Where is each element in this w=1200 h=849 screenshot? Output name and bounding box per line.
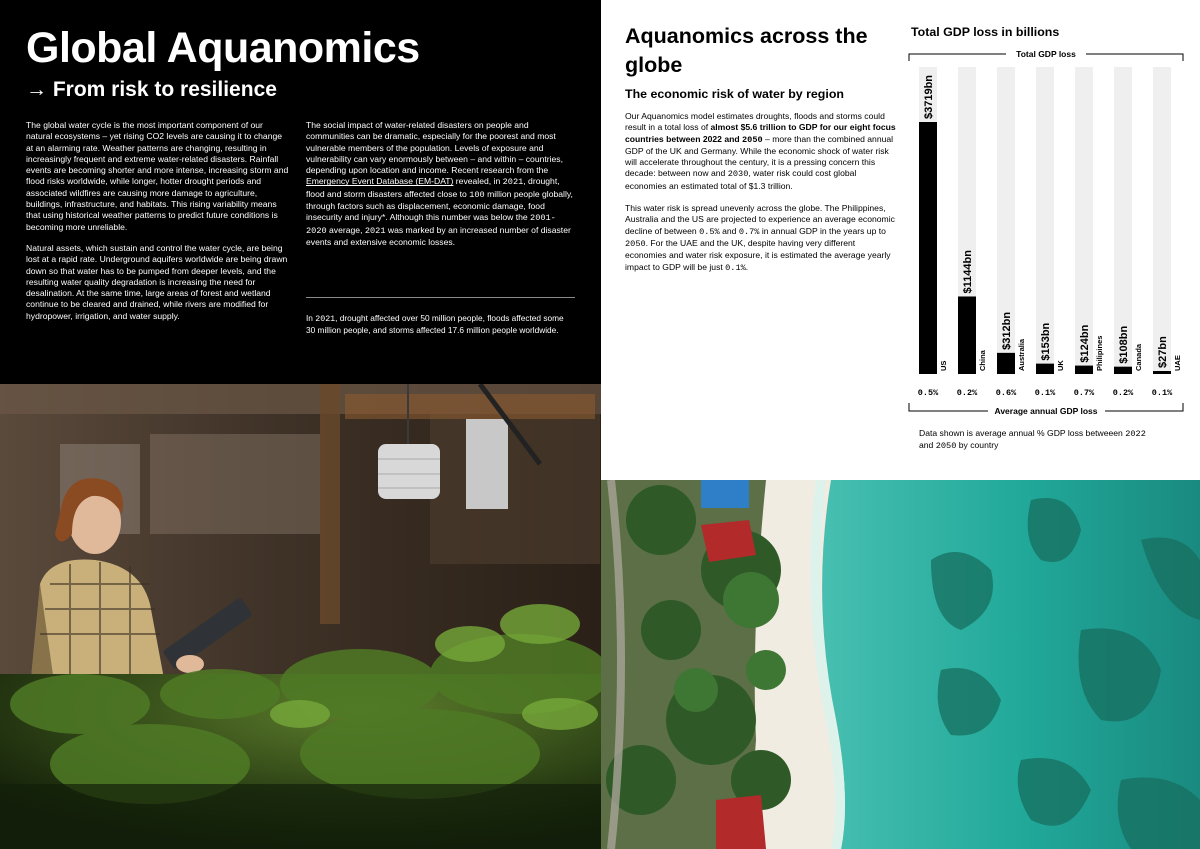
- text-run: Our Aquanomics model estimates droughts, floods and storms could result in a total loss of: [625, 111, 885, 133]
- category-label: Australia: [1017, 338, 1026, 371]
- category-label: China: [978, 350, 987, 371]
- people-number: 100: [469, 189, 485, 200]
- value-label: $312bn: [1001, 311, 1013, 350]
- intro-column-right: [306, 120, 574, 258]
- percent-number: 0.7%: [738, 226, 760, 237]
- category-label: Canada: [1134, 343, 1143, 371]
- top-bracket-right: [1086, 54, 1183, 61]
- bar-canada: [1114, 367, 1132, 374]
- section-title: Aquanomics across the globe: [625, 24, 868, 77]
- beach-aerial-photo: [601, 480, 1200, 849]
- section-paragraph-1: [625, 111, 897, 192]
- bottom-bracket-label: Average annual GDP loss: [994, 406, 1098, 416]
- year-number: 2030: [727, 169, 749, 180]
- category-label: Philipines: [1095, 335, 1104, 371]
- text-run: – more than the combined annual GDP of the UK and Germany. While the economic shock of water risk will accelerate throughout the century, it is a pressing concern this decade: between now and: [625, 133, 894, 179]
- gdp-pct-label: 0.7%: [1073, 388, 1095, 398]
- text-run: was marked by an increased number of disaster events and extensive economic losses.: [306, 224, 571, 247]
- gdp-pct-label: 0.1%: [1151, 388, 1173, 398]
- year-number: 2050: [935, 441, 957, 452]
- farmer-photo: [0, 384, 601, 849]
- text-run: . For the UAE and the UK, despite having very different economies and water risk exposure, it is estimated the average yearly impact to GDP will be just: [625, 237, 891, 272]
- gdp-pct-label: 0.6%: [995, 388, 1017, 398]
- value-label: $1144bn: [962, 250, 974, 294]
- gdp-pct-label: 0.2%: [956, 388, 978, 398]
- text-run: , drought, flood and storm disasters affected close to: [306, 176, 560, 199]
- bar-track-uae: [1153, 67, 1171, 374]
- bottom-bracket-right: [1105, 403, 1183, 411]
- bar-philipines: [1075, 366, 1093, 374]
- year-number: 2050: [625, 238, 646, 249]
- text-run: This water risk is spread unevenly across the globe. The Philippines, Australia and the US are projected to experience an average economic decline of between: [625, 203, 895, 236]
- intro-column-left: [26, 120, 290, 332]
- text-run: average,: [326, 224, 365, 235]
- page-title: Global Aquanomics: [26, 24, 420, 72]
- footnote: [306, 313, 574, 336]
- value-label: $153bn: [1040, 322, 1052, 361]
- gdp-loss-chart: [900, 40, 1190, 425]
- text-run: , water risk could cost global economies an estimated total of $1.3 trillion.: [625, 168, 857, 191]
- text-run: Data shown is average annual % GDP loss betweeen: [919, 428, 1126, 438]
- social-impact-paragraph: [306, 120, 574, 248]
- intro-panel: [0, 0, 601, 384]
- year-number: 2021: [502, 177, 524, 188]
- intro-paragraph-1: The global water cycle is the most important component of our natural ecosystems – yet rising CO2 levels are causing it to change at an alarming rate. Weather patterns are changing, resulting in increasingly frequent and extreme water-related disasters. Rainfall events are becoming shorter and more intense, increasing storm and flood risks worldwide, while longer, hotter drought periods and associated wildfires are causing more damage to agriculture, buildings, infrastructure, and habitats. This rising variability means that using historical weather patterns to predict future conditions is becoming more unreliable.: [26, 120, 289, 232]
- category-label: UAE: [1173, 355, 1182, 371]
- year-number: 2021: [315, 315, 336, 324]
- bottom-bracket-left: [909, 403, 988, 411]
- section-body: [625, 111, 897, 285]
- bar-uae: [1153, 371, 1171, 374]
- bar-china: [958, 296, 976, 374]
- text-run: million people globally, through factors such as displacement, economic damage, food insecurity and injury*. Although this number was below the: [306, 188, 573, 223]
- text-run: and: [919, 440, 936, 451]
- section-subtitle: The economic risk of water by region: [625, 87, 844, 101]
- category-label: UK: [1056, 360, 1065, 371]
- text-run: .: [745, 261, 749, 272]
- value-label: $124bn: [1079, 324, 1091, 363]
- gdp-pct-label: 0.1%: [1034, 388, 1056, 398]
- year-number: 2021: [364, 225, 386, 236]
- text-run: In: [306, 313, 316, 323]
- percent-number: 0.5%: [699, 226, 720, 237]
- farmer-photo-illustration: [0, 384, 601, 849]
- bar-us: [919, 122, 937, 374]
- value-label: $27bn: [1157, 336, 1169, 368]
- gdp-pct-label: 0.2%: [1112, 388, 1134, 398]
- top-bracket-label: Total GDP loss: [1016, 49, 1076, 59]
- highlight-text: almost $5.6 trillion to GDP for our eight focus countries between 2022 and: [625, 122, 896, 144]
- bar-uk: [1036, 364, 1054, 374]
- bar-australia: [997, 353, 1015, 374]
- intro-paragraph-2: Natural assets, which sustain and control the water cycle, are being lost at a rapid rate. Underground aquifers worldwide are being drawn down so that water has to be pumped from deeper levels, and the resulting water quality degradation is increasing the need for desalination. At the same time, large areas of forest and wetland continue to be cleared and drained, while rivers are modified for hydropower, irrigation, and water supply.: [26, 242, 288, 321]
- section-paragraph-2: [625, 203, 897, 274]
- chart-caption: [919, 428, 1159, 453]
- divider: [306, 297, 575, 298]
- bars-group: [918, 67, 1182, 398]
- year-number: 2022: [1125, 429, 1146, 439]
- text-run: revealed, in: [453, 176, 503, 187]
- text-run: and: [719, 225, 739, 236]
- gdp-pct-label: 0.5%: [917, 388, 939, 398]
- value-label: $3719bn: [923, 74, 935, 119]
- text-run: by country: [956, 440, 999, 451]
- percent-number: 0.1%: [725, 262, 746, 273]
- text-run: , drought affected over 50 million people, floods affected some 30 million people, and storms affected 17.6 million people worldwide.: [306, 313, 564, 335]
- text-run: The social impact of water-related disasters on people and communities can be dramatic, especially for the poorest and most vulnerable members of the population. Levels of exposure and vulnerability can vary enormously between – and within – countries, depending upon location and income. Recent research from the: [306, 120, 563, 176]
- text-run: in annual GDP in the years up to: [759, 225, 886, 236]
- em-dat-link[interactable]: Emergency Event Database (EM-DAT): [306, 176, 454, 187]
- chart-title: Total GDP loss in billions: [911, 25, 1060, 39]
- beach-aerial-illustration: [601, 480, 1200, 849]
- period-number: 2001-2020: [306, 213, 556, 236]
- page-subtitle: → From risk to resilience: [26, 78, 277, 101]
- value-label: $108bn: [1118, 325, 1130, 364]
- top-bracket-left: [909, 54, 1006, 61]
- category-label: US: [939, 360, 948, 371]
- year-number: 2050: [742, 134, 763, 145]
